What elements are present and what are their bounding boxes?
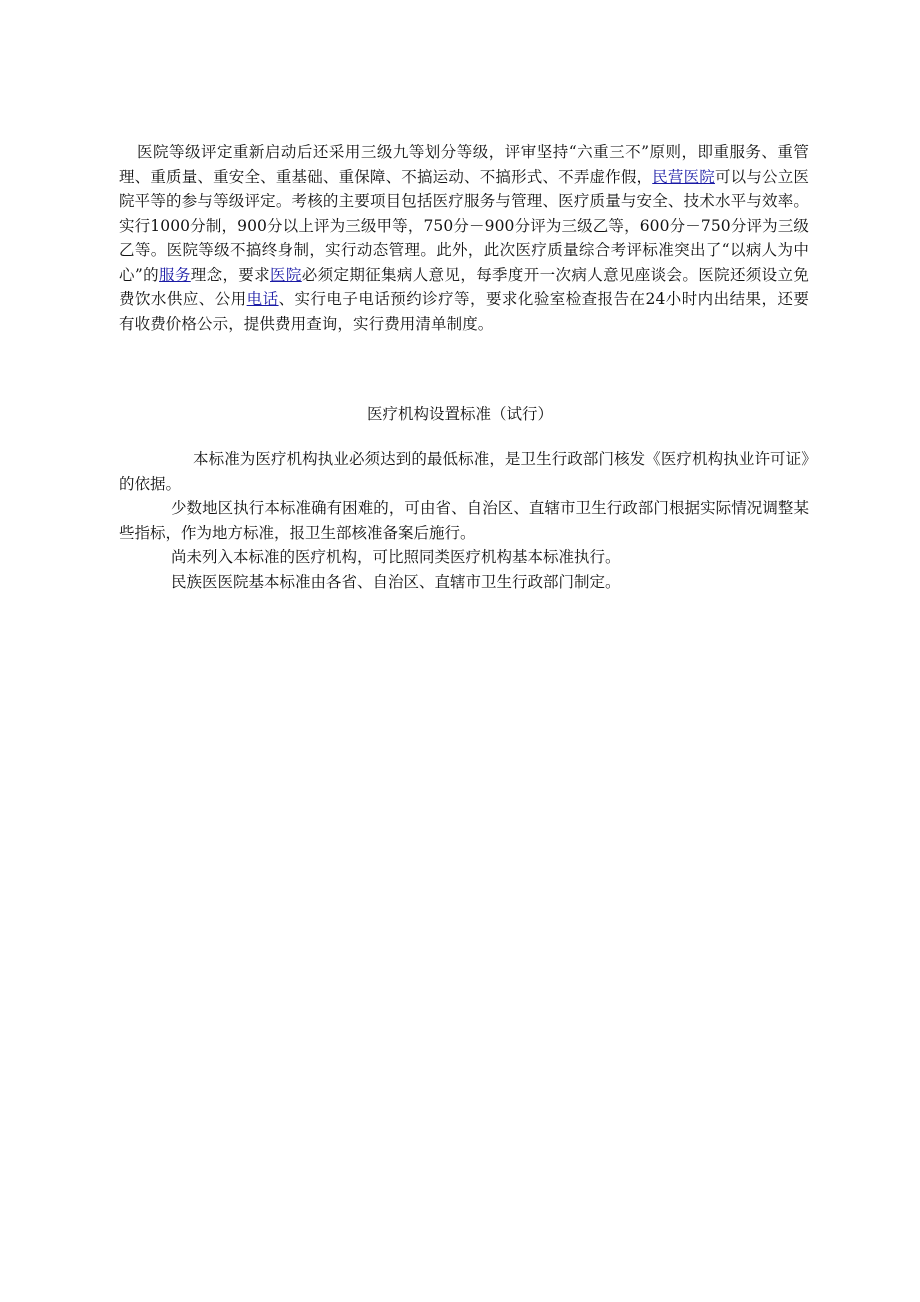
section-paragraph: 少数地区执行本标准确有困难的，可由省、自治区、直辖市卫生行政部门根据实际情况调整某些指标，作为地方标准，报卫生部核准备案后施行。 [119,499,809,542]
section-title: 医疗机构设置标准（试行） [366,405,553,423]
hospital-link[interactable]: 医院 [270,265,302,284]
intro-text-segment: 、实行电子电话预约诊疗等，要求化验室检查报告在24小时内出结果，还要有收费价格公示，提供费用查询，实行费用清单制度。 [119,290,809,333]
section-paragraph: 民族医医院基本标准由各省、自治区、直辖市卫生行政部门制定。 [171,572,621,591]
section-paragraph: 本标准为医疗机构执业必须达到的最低标准，是卫生行政部门核发《医疗机构执业许可证》的依据。 [119,450,809,493]
intro-paragraph [119,140,809,336]
intro-text-segment: 理念，要求 [190,265,271,284]
intro-text-segment: 必须定期征集病人意见，每季度开一次病人意见座谈会。医院还须设立免费饮水供应、公用 [119,265,809,308]
telephone-link[interactable]: 电话 [246,290,279,308]
section-paragraph: 尚未列入本标准的医疗机构，可比照同类医疗机构基本标准执行。 [171,548,621,566]
section-body [119,447,809,594]
intro-text-segment: 可以与公立医院平等的参与等级评定。考核的主要项目包括医疗服务与管理、医疗质量与安全、技术水平与效率。实行1000分制，900分以上评为三级甲等，750分－900分评为三级乙等，600分－750分评为三级乙等。医院等级不搞终身制，实行动态管理。此外，此次医疗质量综合考评标准突出了“以病人为中心”的 [119,167,809,284]
intro-text-segment: 医院等级评定重新启动后还采用三级九等划分等级，评审坚持“六重三不”原则，即重服务、重管理、重质量、重安全、重基础、重保障、不搞运动、不搞形式、不弄虚作假， [119,143,809,186]
service-link[interactable]: 服务 [159,265,191,284]
private-hospital-link[interactable]: 民营医院 [652,167,715,186]
